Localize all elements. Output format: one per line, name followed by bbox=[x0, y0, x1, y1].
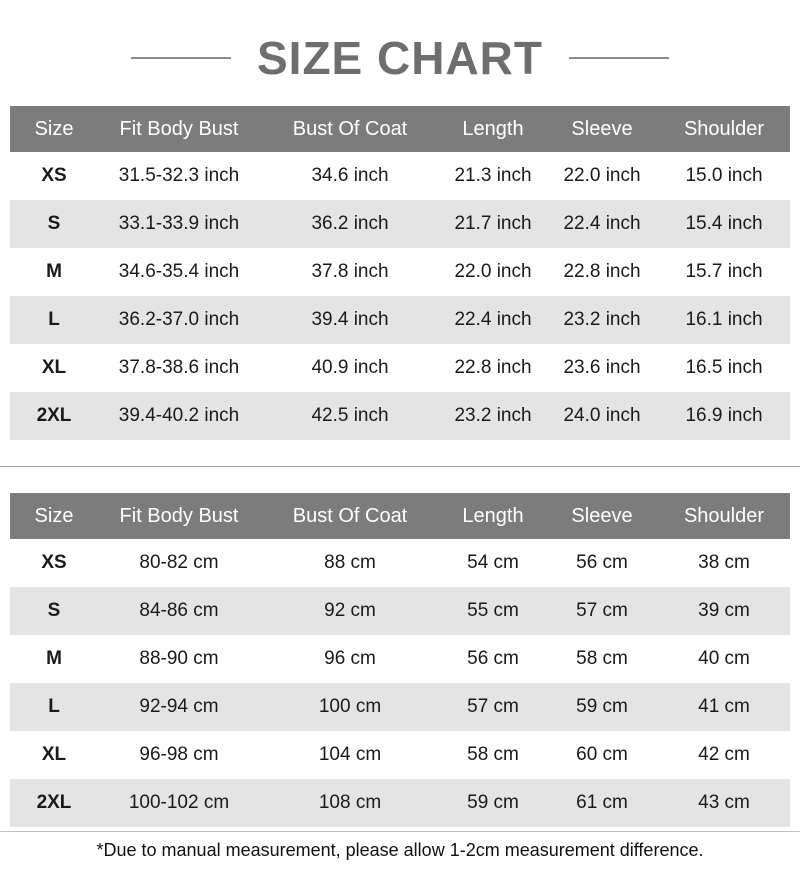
table-row bbox=[10, 635, 790, 683]
size-cell: L bbox=[10, 683, 98, 731]
shoulder-cell: 16.5 inch bbox=[685, 357, 763, 378]
table-row bbox=[10, 344, 790, 392]
sleeve-cell: 23.2 inch bbox=[546, 296, 658, 344]
size-cell: 2XL bbox=[10, 392, 98, 440]
bust-of-coat-cell: 36.2 inch bbox=[260, 200, 440, 248]
section-divider bbox=[0, 466, 800, 467]
header-fit-body-bust: Fit Body Bust bbox=[98, 493, 260, 539]
table-row bbox=[10, 248, 790, 296]
length-cell: 54 cm bbox=[467, 552, 519, 573]
header-size: Size bbox=[10, 106, 98, 152]
table-row bbox=[10, 296, 790, 344]
size-cell: M bbox=[46, 261, 62, 282]
fit-body-bust-cell: 39.4-40.2 inch bbox=[98, 392, 260, 440]
table-row bbox=[10, 683, 790, 731]
title-rule-left bbox=[131, 57, 231, 59]
length-cell: 55 cm bbox=[440, 587, 546, 635]
shoulder-cell: 38 cm bbox=[698, 552, 750, 573]
fit-body-bust-cell: 33.1-33.9 inch bbox=[98, 200, 260, 248]
sleeve-cell: 24.0 inch bbox=[546, 392, 658, 440]
bust-of-coat-cell: 104 cm bbox=[318, 744, 382, 765]
sleeve-cell: 22.0 inch bbox=[563, 165, 641, 186]
title-rule-right bbox=[569, 57, 669, 59]
header-bust-of-coat: Bust Of Coat bbox=[260, 493, 440, 539]
sleeve-cell: 22.8 inch bbox=[563, 261, 641, 282]
fit-body-bust-cell: 36.2-37.0 inch bbox=[98, 296, 260, 344]
fit-body-bust-cell: 88-90 cm bbox=[139, 648, 219, 669]
cm-header-row bbox=[10, 493, 790, 539]
sleeve-cell: 57 cm bbox=[546, 587, 658, 635]
size-cell: XS bbox=[41, 552, 67, 573]
length-cell: 21.3 inch bbox=[454, 165, 532, 186]
sleeve-cell: 56 cm bbox=[576, 552, 628, 573]
fit-body-bust-cell: 31.5-32.3 inch bbox=[118, 165, 240, 186]
sleeve-cell: 59 cm bbox=[546, 683, 658, 731]
fit-body-bust-cell: 100-102 cm bbox=[98, 779, 260, 827]
size-cell: 2XL bbox=[10, 779, 98, 827]
measurement-note: *Due to manual measurement, please allow 1-2cm measurement difference. bbox=[96, 840, 704, 860]
shoulder-cell: 16.9 inch bbox=[658, 392, 790, 440]
shoulder-cell: 39 cm bbox=[658, 587, 790, 635]
header-length: Length bbox=[440, 493, 546, 539]
sleeve-cell: 23.6 inch bbox=[563, 357, 641, 378]
table-row bbox=[10, 539, 790, 587]
bust-of-coat-cell: 88 cm bbox=[324, 552, 376, 573]
size-cell: M bbox=[46, 648, 62, 669]
table-row bbox=[10, 731, 790, 779]
cm-size-table bbox=[10, 493, 790, 827]
bust-of-coat-cell: 108 cm bbox=[260, 779, 440, 827]
shoulder-cell: 40 cm bbox=[698, 648, 750, 669]
shoulder-cell: 42 cm bbox=[698, 744, 750, 765]
bust-of-coat-cell: 100 cm bbox=[260, 683, 440, 731]
sleeve-cell: 61 cm bbox=[546, 779, 658, 827]
header-bust-of-coat: Bust Of Coat bbox=[260, 106, 440, 152]
shoulder-cell: 43 cm bbox=[658, 779, 790, 827]
bust-of-coat-cell: 96 cm bbox=[324, 648, 376, 669]
header-fit-body-bust: Fit Body Bust bbox=[98, 106, 260, 152]
fit-body-bust-cell: 84-86 cm bbox=[98, 587, 260, 635]
fit-body-bust-cell: 34.6-35.4 inch bbox=[118, 261, 240, 282]
table-row bbox=[10, 587, 790, 635]
shoulder-cell: 15.7 inch bbox=[685, 261, 763, 282]
size-cell: XL bbox=[41, 357, 67, 378]
header-length: Length bbox=[440, 106, 546, 152]
page-title: SIZE CHART bbox=[257, 32, 543, 84]
length-cell: 56 cm bbox=[467, 648, 519, 669]
bust-of-coat-cell: 39.4 inch bbox=[260, 296, 440, 344]
footer-divider bbox=[0, 831, 800, 832]
table-row bbox=[10, 392, 790, 440]
bust-of-coat-cell: 34.6 inch bbox=[311, 165, 389, 186]
bust-of-coat-cell: 92 cm bbox=[260, 587, 440, 635]
size-cell: L bbox=[10, 296, 98, 344]
fit-body-bust-cell: 37.8-38.6 inch bbox=[118, 357, 240, 378]
inch-header-row bbox=[10, 106, 790, 152]
fit-body-bust-cell: 80-82 cm bbox=[139, 552, 219, 573]
length-cell: 22.4 inch bbox=[440, 296, 546, 344]
fit-body-bust-cell: 92-94 cm bbox=[98, 683, 260, 731]
table-row bbox=[10, 200, 790, 248]
sleeve-cell: 58 cm bbox=[576, 648, 628, 669]
size-cell: S bbox=[10, 587, 98, 635]
sleeve-cell: 22.4 inch bbox=[546, 200, 658, 248]
table-row bbox=[10, 152, 790, 200]
shoulder-cell: 41 cm bbox=[658, 683, 790, 731]
shoulder-cell: 16.1 inch bbox=[658, 296, 790, 344]
length-cell: 59 cm bbox=[440, 779, 546, 827]
header-sleeve: Sleeve bbox=[546, 106, 658, 152]
inch-size-table bbox=[10, 106, 790, 440]
length-cell: 58 cm bbox=[467, 744, 519, 765]
length-cell: 22.0 inch bbox=[454, 261, 532, 282]
length-cell: 23.2 inch bbox=[440, 392, 546, 440]
fit-body-bust-cell: 96-98 cm bbox=[139, 744, 219, 765]
table-row bbox=[10, 779, 790, 827]
bust-of-coat-cell: 40.9 inch bbox=[311, 357, 389, 378]
header-shoulder: Shoulder bbox=[658, 106, 790, 152]
shoulder-cell: 15.0 inch bbox=[685, 165, 763, 186]
title-bar bbox=[0, 28, 800, 88]
length-cell: 21.7 inch bbox=[440, 200, 546, 248]
bust-of-coat-cell: 37.8 inch bbox=[311, 261, 389, 282]
size-cell: S bbox=[10, 200, 98, 248]
size-cell: XL bbox=[41, 744, 67, 765]
bust-of-coat-cell: 42.5 inch bbox=[260, 392, 440, 440]
sleeve-cell: 60 cm bbox=[576, 744, 628, 765]
header-size: Size bbox=[10, 493, 98, 539]
size-cell: XS bbox=[41, 165, 67, 186]
length-cell: 57 cm bbox=[440, 683, 546, 731]
header-sleeve: Sleeve bbox=[546, 493, 658, 539]
length-cell: 22.8 inch bbox=[454, 357, 532, 378]
shoulder-cell: 15.4 inch bbox=[658, 200, 790, 248]
header-shoulder: Shoulder bbox=[658, 493, 790, 539]
